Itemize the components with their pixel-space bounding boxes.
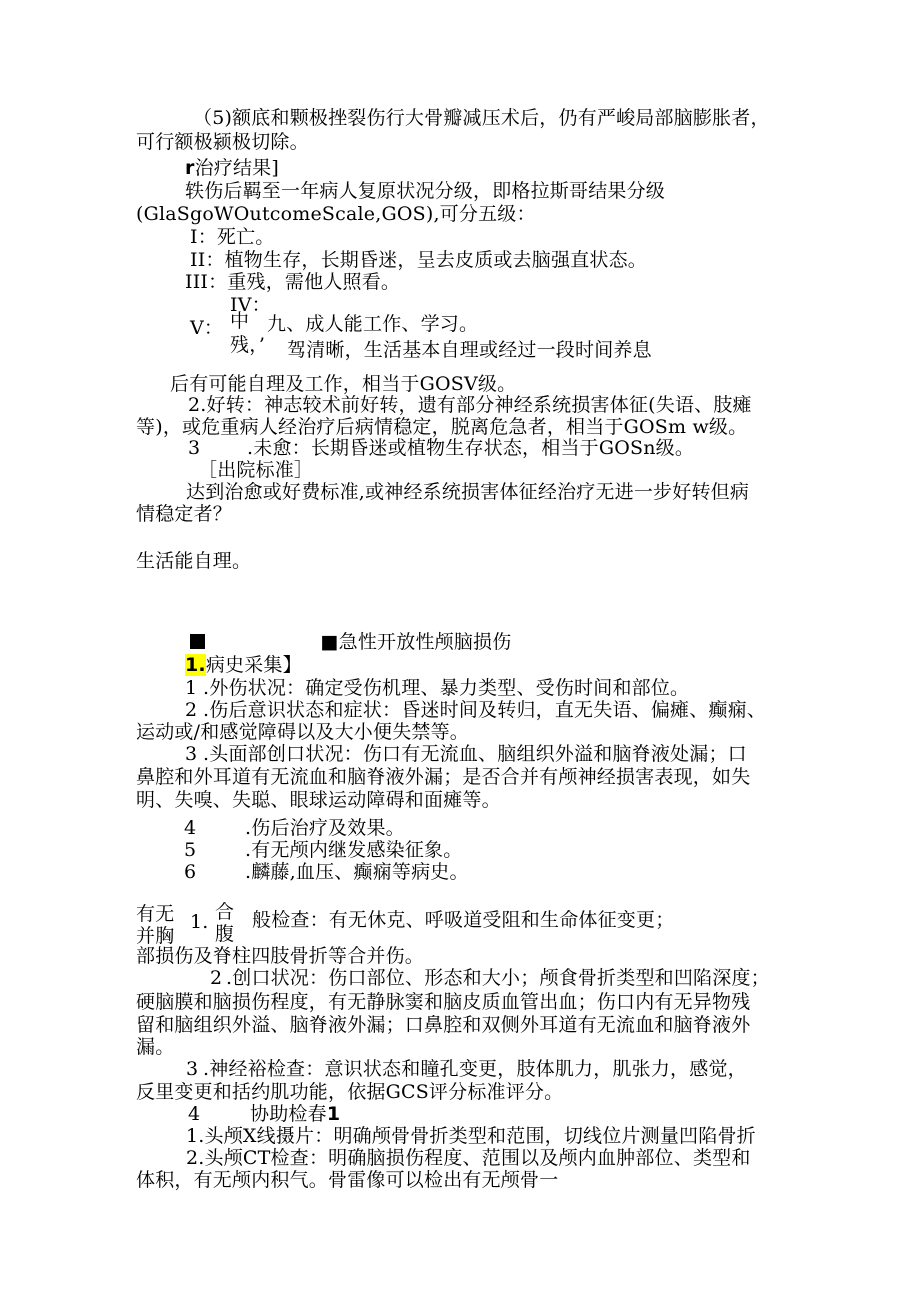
history-item-3-cont1: 鼻腔和外耳道有无流血和脑脊液外漏；是否合并有颅神经损害表现，如失 [136,766,751,788]
history-item-2: .伤后意识状态和症状：昏迷时间及转归，直无失语、偏瘫、癫痫、 [203,699,767,721]
para-discharge: 达到治愈或好费标准,或神经系统损害体征经治疗无进一步好转但病 [186,481,750,503]
exam-item-2-cont3: 漏。 [136,1036,175,1058]
para-gos-intro-cont: (GlaSgoWOutcomeScale,GOS),可分五级： [136,203,536,225]
history-item-3: .头面部创口状况：伤口有无流血、脑组织外溢和脑脊液处漏；口 [203,743,747,765]
heading-aux-exam [250,1102,340,1126]
exam-item-1-num: 1. [190,911,209,933]
exam-item-3-num: 3 [186,1058,199,1080]
gos-level-1: I：死亡。 [190,226,275,248]
para-gos-v: 后有可能自理及工作，相当于GOSV级。 [170,373,517,395]
para-decompression-cont: 可行额极颍极切除。 [136,131,309,153]
heading-discharge-criteria: ［出院标准］ [198,459,314,481]
para-gos-intro: 轶伤后羁至一年病人复原状况分级，即格拉斯哥结果分级 [185,180,666,202]
exam-item-1-cont: 部损伤及脊柱四肢骨折等合并伤。 [136,945,425,967]
para-improved-cont: 等)，或危重病人经治疗后病情稳定，脱离危急者，相当于GOSm w级。 [136,416,748,438]
exam-item-2-num: 2 [210,967,223,989]
gos-level-6-text: 驾清晰，生活基本自理或经过一段时间养息 [287,339,652,361]
para-decompression: （5)额底和颗极挫裂伤行大骨瓣减压术后，仍有严峻局部脑膨胀者， [193,107,770,129]
exam-item-3: .神经裕检查：意识状态和瞳孔变更，肢体肌力，肌张力，感觉， [203,1058,747,1080]
exam-item-1-side-bottom: 并胸 [136,925,175,947]
gos-level-5-label: V： [190,317,224,339]
para-discharge-cont: 情稳定者？ [136,503,233,525]
para-unhealed: .未愈：长期昏迷或植物生存状态，相当于GOSn级。 [247,437,695,459]
exam-item-1-side-top: 有无 [136,903,175,925]
history-item-2-num: 2 [185,699,198,721]
history-item-4: .伤后治疗及效果。 [245,817,405,839]
square-bullet-icon [190,634,205,649]
gos-level-4: IV： [230,294,271,316]
heading-aux-suffix: 1 [326,1103,341,1125]
exam-item-2: .创口状况：伤口部位、形态和大小；颅食骨折类型和凹陷深度； [226,967,770,989]
gos-level-5-text: 九、成人能工作、学习。 [267,313,479,335]
exam-item-3-cont: 反里变更和括约肌功能，依据GCS评分标准评分。 [136,1081,564,1103]
gos-level-2: II：植物生存，长期昏迷，呈去皮质或去脑强直状态。 [190,249,648,271]
history-item-6-num: 6 [184,861,197,883]
heading-history-text: 病史采集】 [205,654,302,676]
heading-text: 治疗结果] [194,157,279,179]
history-item-4-num: 4 [184,817,197,839]
history-item-5-num: 5 [184,839,197,861]
exam-item-2-cont1: 硬脑膜和脑损伤程度，有无静脉窦和脑皮质血管出血；伤口内有无异物残 [136,991,751,1013]
history-item-1-num: 1 [185,677,198,699]
heading-history [185,653,302,677]
exam-item-1-char-top: 合 [215,901,235,923]
para-improved: 2.好转：神志较术前好转，遗有部分神经系统损害体征(失语、肢瘫 [188,394,752,416]
aux-item-2: 2.头颅CT检查：明确脑损伤程度、范围以及颅内血肿部位、类型和 [186,1147,751,1169]
highlighted-number: 1. [185,654,206,676]
heading-mark: r [185,157,195,179]
heading-aux-exam-num: 4 [188,1103,201,1125]
exam-item-1: 般检查：有无休克、呼吸道受阻和生命体征变更； [252,909,675,931]
aux-item-2-cont: 体积，有无颅内积气。骨雷像可以检出有无颅骨一 [136,1169,559,1191]
history-item-3-num: 3 [185,743,198,765]
aux-item-1: 1.头颅X线摄片：明确颅骨骨折类型和范围，切线位片测量凹陷骨折 [186,1125,756,1147]
heading-aux-text: 协助检春 [250,1103,327,1125]
exam-item-1-char-bottom: 腹 [215,923,235,945]
history-item-6: .麟藤,血压、癫痫等病史。 [245,861,469,883]
history-item-5: .有无颅内继发感染征象。 [245,839,463,861]
gos-level-5-char: 中 [230,310,250,332]
exam-item-2-cont2: 留和脑组织外溢、脑脊液外漏；口鼻腔和双侧外耳道有无流血和脑脊液外 [136,1014,751,1036]
gos-level-6-char: 残，’ [230,334,266,356]
section-heading [190,630,511,654]
para-self-care: 生活能自理。 [136,550,252,572]
gos-level-3: III：重残，需他人照看。 [185,271,401,293]
history-item-2-cont: 运动或/和感觉障碍以及大小便失禁等。 [136,721,470,743]
heading-treatment-result [185,156,279,180]
section-title: ■急性开放性颅脑损伤 [320,631,512,653]
para-unhealed-num: 3 [188,437,201,459]
history-item-1: .外伤状况：确定受伤机理、暴力类型、受伤时间和部位。 [203,677,690,699]
history-item-3-cont2: 明、失嗅、失聪、眼球运动障碍和面瘫等。 [136,789,501,811]
